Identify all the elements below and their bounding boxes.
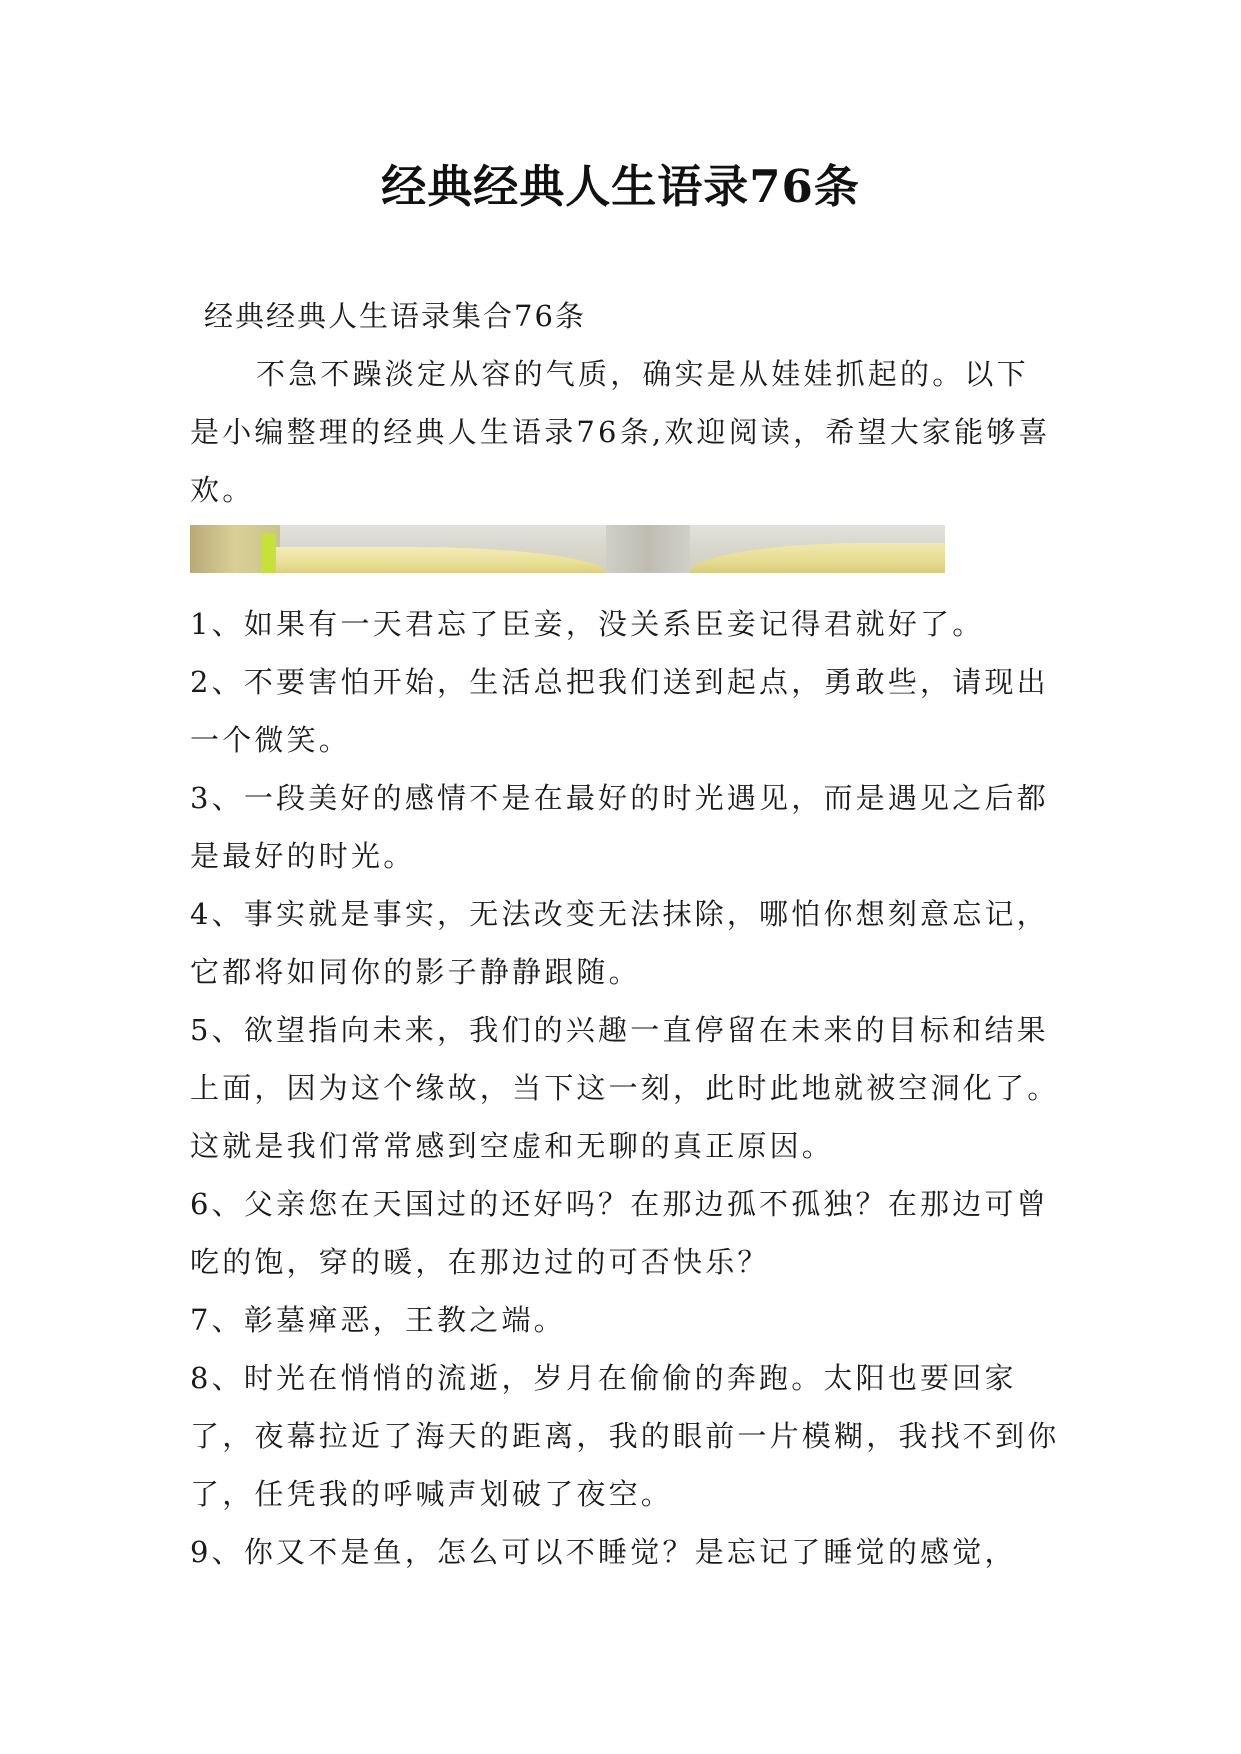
document-subtitle: 经典经典人生语录集合76条: [204, 299, 586, 333]
quote-item: 1、如果有一天君忘了臣妾，没关系臣妾记得君就好了。: [190, 607, 985, 641]
open-book-image: [190, 525, 945, 573]
quote-item: 4、事实就是事实，无法改变无法抹除，哪怕你想刻意忘记，它都将如同你的影子静静跟随。: [190, 897, 1049, 989]
document-body: [190, 287, 1060, 1581]
quote-item: 3、一段美好的感情不是在最好的时光遇见，而是遇见之后都是最好的时光。: [190, 781, 1049, 873]
quote-item: 2、不要害怕开始，生活总把我们送到起点，勇敢些，请现出一个微笑。: [190, 665, 1049, 757]
quote-item: 6、父亲您在天国过的还好吗？在那边孤不孤独？在那边可曾吃的饱，穿的暖，在那边过的可否快乐？: [190, 1187, 1049, 1279]
quote-item: 9、你又不是鱼，怎么可以不睡觉？是忘记了睡觉的感觉，: [190, 1535, 1017, 1569]
intro-paragraph: 不急不躁淡定从容的气质，确实是从娃娃抓起的。以下是小编整理的经典人生语录76条,欢迎阅读，希望大家能够喜欢。: [190, 357, 1051, 507]
document-title: 经典经典人生语录76条: [381, 160, 860, 213]
quote-item: 5、欲望指向未来，我们的兴趣一直停留在未来的目标和结果上面，因为这个缘故，当下这一刻，此时此地就被空洞化了。这就是我们常常感到空虚和无聊的真正原因。: [190, 1013, 1060, 1163]
quote-item: 7、彰墓瘅恶，王教之端。: [190, 1303, 566, 1337]
quote-item: 8、时光在悄悄的流逝，岁月在偷偷的奔跑。太阳也要回家了，夜幕拉近了海天的距离，我的眼前一片模糊，我找不到你了，任凭我的呼喊声划破了夜空。: [190, 1361, 1060, 1511]
